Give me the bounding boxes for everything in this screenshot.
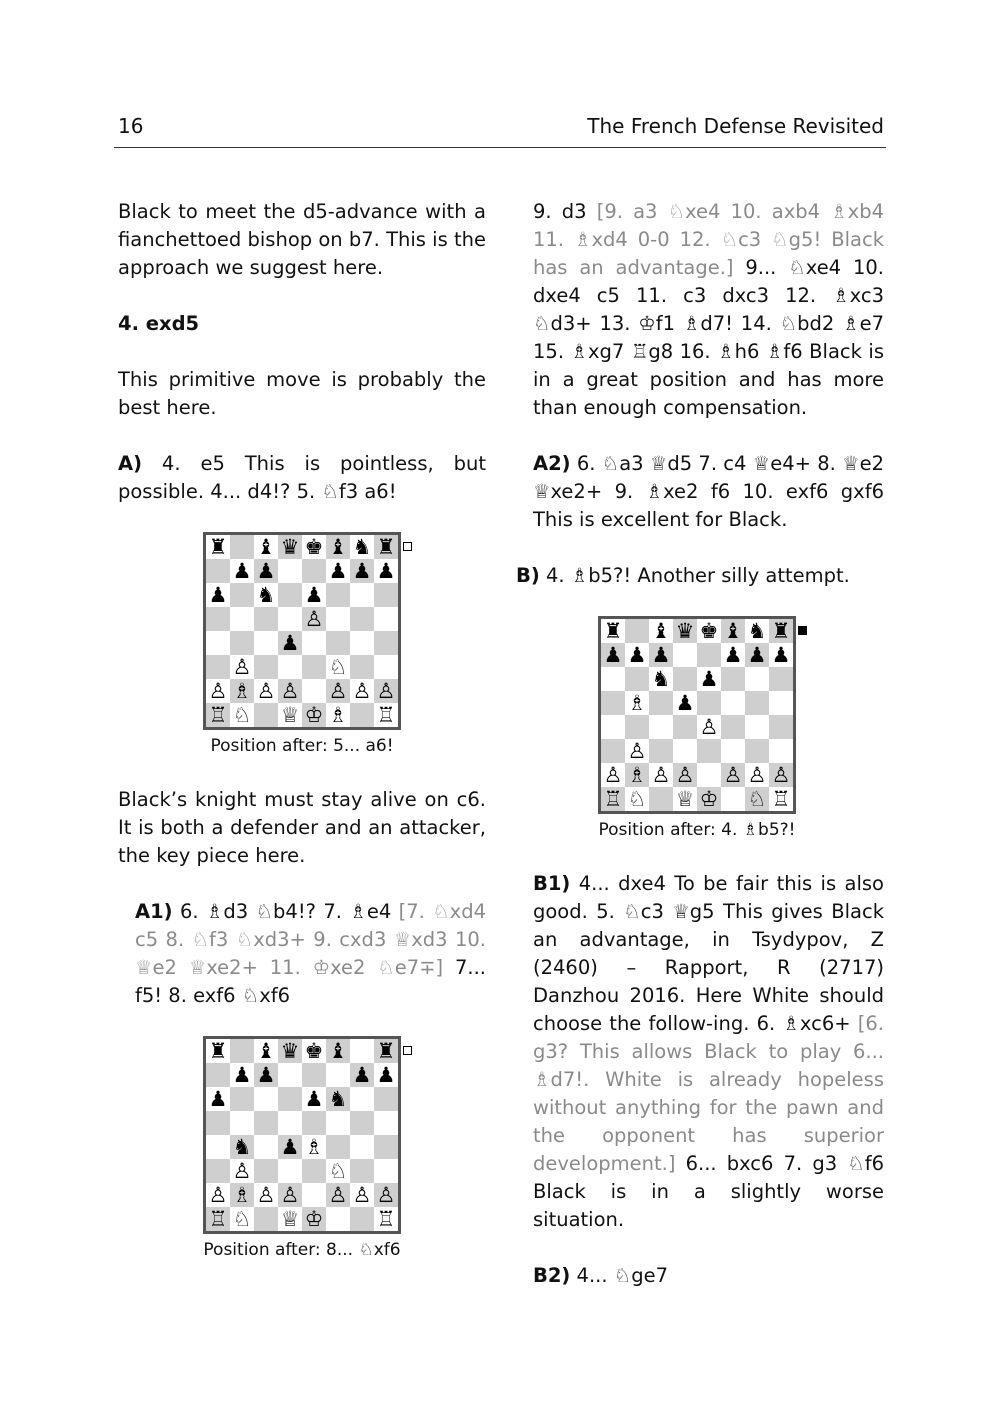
square-g4 (745, 715, 769, 739)
square-b8 (230, 1039, 254, 1063)
square-h6 (374, 1087, 398, 1111)
square-e2 (302, 1183, 326, 1207)
square-e2 (697, 763, 721, 787)
piece-square-e1: ♔ (302, 1207, 326, 1231)
piece-square-e5: ♙ (302, 607, 326, 631)
square-c5 (254, 607, 278, 631)
piece-square-a7: ♟ (601, 643, 625, 667)
square-c3 (649, 739, 673, 763)
piece-square-g8: ♞ (350, 535, 374, 559)
right-column (533, 198, 884, 534)
piece-square-h8: ♜ (374, 1039, 398, 1063)
square-a3 (206, 655, 230, 679)
square-h6 (769, 667, 793, 691)
piece-square-b1: ♘ (625, 787, 649, 811)
square-g4 (350, 631, 374, 655)
piece-square-e6: ♟ (302, 1087, 326, 1111)
piece-square-f2: ♙ (326, 1183, 350, 1207)
piece-square-b7: ♟ (230, 1063, 254, 1087)
square-h6 (374, 583, 398, 607)
square-h3 (374, 1159, 398, 1183)
running-title: The French Defense Revisited (587, 114, 884, 138)
piece-square-f6: ♞ (326, 1087, 350, 1111)
sideline: [9. a3 ♘xe4 10. axb4 ♗xb4 11. ♗xd4 0-0 12. ♘c3 ♘g5! Black has an advantage.] (533, 200, 884, 279)
piece-square-h1: ♖ (769, 787, 793, 811)
piece-square-b2: ♗ (230, 1183, 254, 1207)
piece-square-g1: ♘ (745, 787, 769, 811)
square-g3 (350, 655, 374, 679)
square-f6 (721, 667, 745, 691)
piece-square-f7: ♟ (721, 643, 745, 667)
variation-label: A) (118, 452, 143, 475)
sideline: [7. ♘xd4 c5 8. ♘f3 ♘xd3+ 9. cxd3 ♕xd3 10. ♕e2 ♕xe2+ 11. ♔xe2 ♘e7∓] (135, 900, 486, 979)
variation-label: A1) (135, 900, 173, 923)
variation-b1: B1) 4... dxe4 To be fair this is also good. 5. ♘c3 ♕g5 This gives Black an advantage, in Tsydypov, Z (2460) – Rapport, R (2717) Danzhou 2016. Here White should choose the follow-ing. 6. ♗xc6+ [6. g3? This allows Black to play 6... ♗d7!. White is already hopeless without anything for the pawn and the opponent has superior development.] 6... bxc6 7. g3 ♘f6 Black is in a slightly worse situation. (533, 872, 884, 1231)
piece-square-b5: ♗ (625, 691, 649, 715)
piece-square-h7: ♟ (374, 1063, 398, 1087)
square-a4 (206, 1135, 230, 1159)
square-e3 (302, 655, 326, 679)
piece-square-c2: ♙ (254, 1183, 278, 1207)
piece-square-d2: ♙ (278, 679, 302, 703)
piece-square-f8: ♝ (326, 535, 350, 559)
square-b8 (625, 619, 649, 643)
square-a5 (206, 607, 230, 631)
square-d3 (673, 739, 697, 763)
piece-square-a8: ♜ (206, 1039, 230, 1063)
square-b8 (230, 535, 254, 559)
piece-square-c8: ♝ (649, 619, 673, 643)
piece-square-g2: ♙ (745, 763, 769, 787)
diagram-caption: Position after: 4. ♗b5?! (598, 820, 796, 840)
piece-square-a6: ♟ (206, 583, 230, 607)
square-a3 (206, 1159, 230, 1183)
piece-square-a2: ♙ (601, 763, 625, 787)
square-e7 (302, 559, 326, 583)
piece-square-g8: ♞ (745, 619, 769, 643)
piece-square-c8: ♝ (254, 535, 278, 559)
square-c4 (254, 631, 278, 655)
piece-square-h1: ♖ (374, 1207, 398, 1231)
piece-square-a8: ♜ (601, 619, 625, 643)
square-b5 (230, 607, 254, 631)
square-c1 (649, 787, 673, 811)
piece-square-g7: ♟ (350, 1063, 374, 1087)
square-g3 (745, 739, 769, 763)
square-d7 (673, 643, 697, 667)
piece-square-b2: ♗ (625, 763, 649, 787)
piece-square-e8: ♚ (697, 619, 721, 643)
piece-square-e8: ♚ (302, 1039, 326, 1063)
diagram-caption: Position after: 5... a6! (210, 736, 394, 756)
square-f5 (721, 691, 745, 715)
square-f7 (326, 1063, 350, 1087)
piece-square-f3: ♘ (326, 1159, 350, 1183)
piece-square-c7: ♟ (649, 643, 673, 667)
piece-square-b7: ♟ (230, 559, 254, 583)
piece-square-d2: ♙ (278, 1183, 302, 1207)
square-a5 (601, 691, 625, 715)
piece-square-a8: ♜ (206, 535, 230, 559)
paragraph: Black’s knight must stay alive on c6. It is both a defender and an attacker, the key piece here. (118, 788, 486, 867)
square-h3 (769, 739, 793, 763)
square-d7 (278, 1063, 302, 1087)
square-a7 (206, 1063, 230, 1087)
square-d6 (278, 583, 302, 607)
variation-a: A) 4. e5 This is pointless, but possible. 4... d4!? 5. ♘f3 a6! (118, 452, 486, 503)
square-f5 (326, 1111, 350, 1135)
square-d7 (278, 559, 302, 583)
piece-square-a6: ♟ (206, 1087, 230, 1111)
square-g6 (350, 1087, 374, 1111)
square-e3 (302, 1159, 326, 1183)
piece-square-d8: ♛ (278, 535, 302, 559)
piece-square-e4: ♗ (302, 1135, 326, 1159)
variation-a2: A2) 6. ♘a3 ♕d5 7. c4 ♕e4+ 8. ♕e2 ♕xe2+ 9. ♗xe2 f6 10. exf6 gxf6 This is excellent for Black. (533, 452, 884, 531)
piece-square-g2: ♙ (350, 1183, 374, 1207)
square-c5 (254, 1111, 278, 1135)
piece-square-c7: ♟ (254, 559, 278, 583)
variation-label: B2) (533, 1264, 571, 1287)
piece-square-b3: ♙ (230, 655, 254, 679)
piece-square-e1: ♔ (697, 787, 721, 811)
square-g5 (350, 1111, 374, 1135)
square-c5 (649, 691, 673, 715)
square-e3 (697, 739, 721, 763)
diagram-1 (195, 532, 409, 756)
piece-square-g7: ♟ (350, 559, 374, 583)
piece-square-h2: ♙ (374, 679, 398, 703)
square-b5 (230, 1111, 254, 1135)
square-d5 (278, 607, 302, 631)
square-f5 (326, 607, 350, 631)
square-c3 (254, 1159, 278, 1183)
square-f6 (326, 583, 350, 607)
piece-square-b1: ♘ (230, 703, 254, 727)
square-b6 (625, 667, 649, 691)
page-number: 16 (118, 114, 144, 138)
square-d6 (673, 667, 697, 691)
variation-label: A2) (533, 452, 571, 475)
square-e7 (697, 643, 721, 667)
square-d3 (278, 1159, 302, 1183)
square-d6 (278, 1087, 302, 1111)
sideline: [6. g3? This allows Black to play 6... ♗d7!. White is already hopeless without anything for the pawn and the opponent has superior development.] (533, 1012, 884, 1175)
piece-square-e6: ♟ (302, 583, 326, 607)
square-f4 (326, 631, 350, 655)
square-d3 (278, 655, 302, 679)
piece-square-f8: ♝ (721, 619, 745, 643)
square-a4 (206, 631, 230, 655)
variation-b2: B2) 4... ♘ge7 (533, 1264, 669, 1287)
variation-label: B1) (533, 872, 571, 895)
square-h5 (769, 691, 793, 715)
piece-square-d5: ♟ (673, 691, 697, 715)
chess-board (203, 532, 401, 730)
square-g6 (745, 667, 769, 691)
square-f1 (721, 787, 745, 811)
paragraph: This primitive move is probably the best here. (118, 368, 486, 419)
piece-square-e1: ♔ (302, 703, 326, 727)
square-e5 (697, 691, 721, 715)
piece-square-f2: ♙ (721, 763, 745, 787)
piece-square-h8: ♜ (374, 535, 398, 559)
square-e7 (302, 1063, 326, 1087)
piece-square-c2: ♙ (254, 679, 278, 703)
chess-board (203, 1036, 401, 1234)
square-g3 (350, 1159, 374, 1183)
piece-square-d1: ♕ (278, 1207, 302, 1231)
square-e2 (302, 679, 326, 703)
square-a3 (601, 739, 625, 763)
square-f1 (326, 1207, 350, 1231)
side-to-move-indicator (403, 1046, 412, 1055)
piece-square-g2: ♙ (350, 679, 374, 703)
square-h4 (374, 631, 398, 655)
piece-square-h2: ♙ (769, 763, 793, 787)
square-f4 (721, 715, 745, 739)
piece-square-h7: ♟ (374, 559, 398, 583)
square-g1 (350, 1207, 374, 1231)
square-h4 (769, 715, 793, 739)
square-f3 (721, 739, 745, 763)
piece-square-c7: ♟ (254, 1063, 278, 1087)
diagram-caption: Position after: 8... ♘xf6 (203, 1240, 401, 1260)
square-e4 (302, 631, 326, 655)
square-c1 (254, 703, 278, 727)
square-a4 (601, 715, 625, 739)
piece-square-d4: ♟ (278, 631, 302, 655)
piece-square-b4: ♞ (230, 1135, 254, 1159)
paragraph: 9. d3 [9. a3 ♘xe4 10. axb4 ♗xb4 11. ♗xd4 0-0 12. ♘c3 ♘g5! Black has an advantage.] 9... ♘xe4 10. dxe4 c5 11. c3 dxc3 12. ♗xc3 ♘d3+ 13. ♔f1 ♗d7! 14. ♘bd2 ♗e7 15. ♗xg7 ♖g8 16. ♗h6 ♗f6 Black is in a great position and has more than enough compensation. (533, 200, 884, 419)
piece-square-d1: ♕ (673, 787, 697, 811)
square-b6 (230, 1087, 254, 1111)
piece-square-h1: ♖ (374, 703, 398, 727)
piece-square-c6: ♞ (254, 583, 278, 607)
variation-label: B) (516, 564, 540, 587)
left-column-lower (118, 786, 486, 870)
move-heading: 4. exd5 (118, 312, 200, 335)
piece-square-b2: ♗ (230, 679, 254, 703)
piece-square-c6: ♞ (649, 667, 673, 691)
piece-square-h7: ♟ (769, 643, 793, 667)
square-b4 (625, 715, 649, 739)
diagram-3 (590, 616, 804, 840)
piece-square-d2: ♙ (673, 763, 697, 787)
piece-square-f3: ♘ (326, 655, 350, 679)
piece-square-f7: ♟ (326, 559, 350, 583)
square-g5 (350, 607, 374, 631)
right-column-lower (533, 870, 884, 1290)
square-g8 (350, 1039, 374, 1063)
piece-square-d1: ♕ (278, 703, 302, 727)
square-c6 (254, 1087, 278, 1111)
square-g6 (350, 583, 374, 607)
piece-square-a2: ♙ (206, 1183, 230, 1207)
variation-a1: A1) 6. ♗d3 ♘b4!? 7. ♗e4 [7. ♘xd4 c5 8. ♘f3 ♘xd3+ 9. cxd3 ♕xd3 10. ♕e2 ♕xe2+ 11. ♔xe2 ♘e7∓] 7... f5! 8. exf6 ♘xf6 (135, 900, 486, 1007)
square-c4 (649, 715, 673, 739)
piece-square-f8: ♝ (326, 1039, 350, 1063)
piece-square-c2: ♙ (649, 763, 673, 787)
square-g5 (745, 691, 769, 715)
piece-square-a1: ♖ (206, 703, 230, 727)
square-g4 (350, 1135, 374, 1159)
piece-square-b3: ♙ (230, 1159, 254, 1183)
piece-square-b3: ♙ (625, 739, 649, 763)
piece-square-d8: ♛ (673, 619, 697, 643)
header-rule (114, 147, 886, 148)
square-c3 (254, 655, 278, 679)
variation-b: B) 4. ♗b5?! Another silly attempt. (516, 564, 850, 587)
piece-square-b7: ♟ (625, 643, 649, 667)
piece-square-c8: ♝ (254, 1039, 278, 1063)
piece-square-e6: ♟ (697, 667, 721, 691)
piece-square-d4: ♟ (278, 1135, 302, 1159)
square-c4 (254, 1135, 278, 1159)
piece-square-a1: ♖ (601, 787, 625, 811)
piece-square-g7: ♟ (745, 643, 769, 667)
piece-square-f2: ♙ (326, 679, 350, 703)
paragraph: Black to meet the d5-advance with a fianchettoed bishop on b7. This is the approach we suggest here. (118, 200, 486, 279)
square-d5 (278, 1111, 302, 1135)
square-h4 (374, 1135, 398, 1159)
square-d4 (673, 715, 697, 739)
square-b4 (230, 631, 254, 655)
piece-square-f1: ♗ (326, 703, 350, 727)
square-a5 (206, 1111, 230, 1135)
square-h3 (374, 655, 398, 679)
piece-square-e8: ♚ (302, 535, 326, 559)
piece-square-b1: ♘ (230, 1207, 254, 1231)
square-f4 (326, 1135, 350, 1159)
side-to-move-indicator (798, 626, 807, 635)
piece-square-a1: ♖ (206, 1207, 230, 1231)
left-column (118, 198, 486, 506)
piece-square-h8: ♜ (769, 619, 793, 643)
piece-square-d8: ♛ (278, 1039, 302, 1063)
square-g1 (350, 703, 374, 727)
square-e5 (302, 1111, 326, 1135)
side-to-move-indicator (403, 542, 412, 551)
diagram-2 (195, 1036, 409, 1260)
square-h5 (374, 1111, 398, 1135)
square-a7 (206, 559, 230, 583)
chess-board (598, 616, 796, 814)
piece-square-h2: ♙ (374, 1183, 398, 1207)
piece-square-e4: ♙ (697, 715, 721, 739)
piece-square-a2: ♙ (206, 679, 230, 703)
square-a6 (601, 667, 625, 691)
square-b6 (230, 583, 254, 607)
square-c1 (254, 1207, 278, 1231)
square-h5 (374, 607, 398, 631)
